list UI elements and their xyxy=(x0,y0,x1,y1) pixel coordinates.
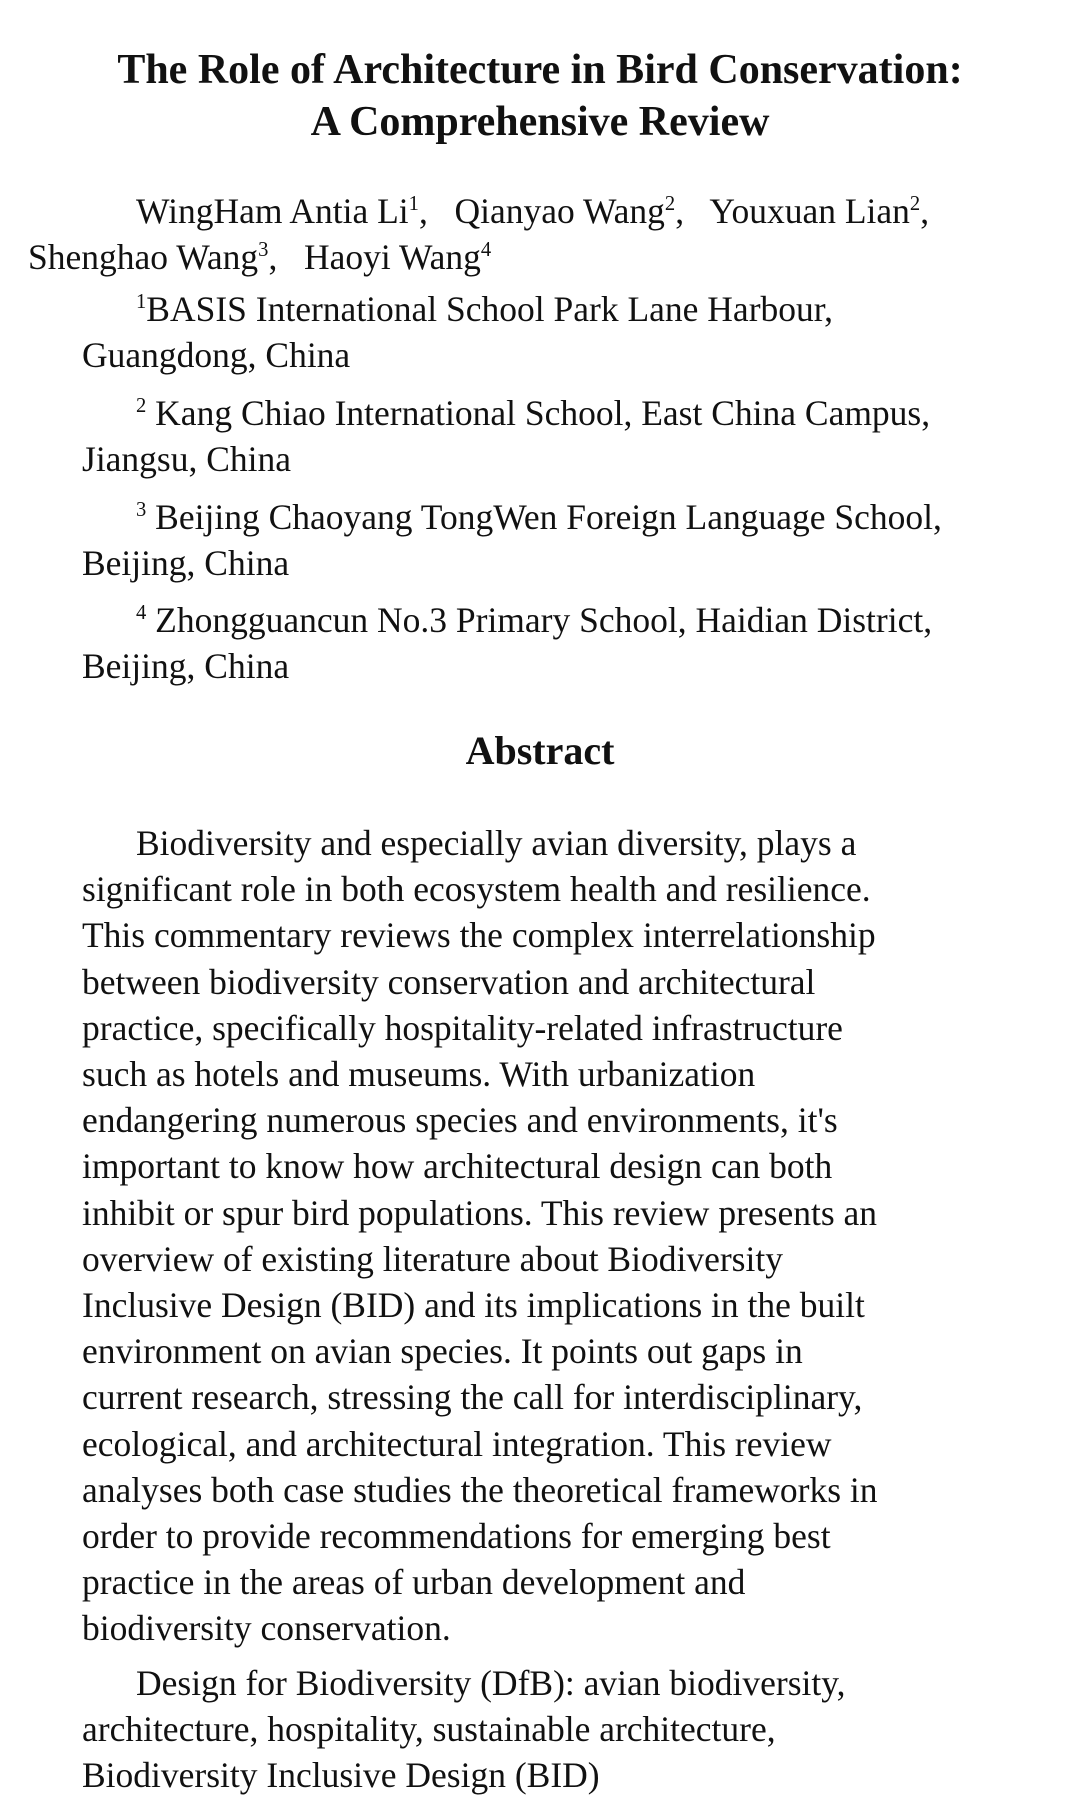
author-name: Youxuan Lian xyxy=(709,191,910,231)
affiliation-3 xyxy=(82,494,1002,586)
author-name: Qianyao Wang xyxy=(454,191,665,231)
author-affiliation-mark: 2 xyxy=(664,193,676,216)
author-separator: , xyxy=(675,191,710,231)
affiliation-number: 4 xyxy=(136,602,147,625)
abstract-line: such as hotels and museums. With urbanization xyxy=(82,1054,756,1095)
abstract-line: endangering numerous species and environments, it's xyxy=(82,1100,838,1141)
abstract-line: biodiversity conservation. xyxy=(82,1608,451,1649)
affiliation-text: Beijing Chaoyang TongWen Foreign Language School, Beijing, China xyxy=(82,497,942,583)
affiliation-number: 2 xyxy=(136,395,147,418)
paper-title-line-1: The Role of Architecture in Bird Conservation: xyxy=(117,47,963,93)
keywords-line: Biodiversity Inclusive Design (BID) xyxy=(82,1755,600,1795)
paper-title-line-2: A Comprehensive Review xyxy=(310,99,770,145)
author-separator: , xyxy=(920,191,930,231)
abstract-line: between biodiversity conservation and architectural xyxy=(82,961,816,1002)
keywords-line: Design for Biodiversity (DfB): avian biodiversity, xyxy=(136,1663,846,1703)
affiliation-text: Kang Chiao International School, East China Campus, Jiangsu, China xyxy=(82,393,931,479)
author-separator: , xyxy=(268,237,304,277)
abstract-line: environment on avian species. It points out gaps in xyxy=(82,1331,803,1372)
abstract-line: This commentary reviews the complex interrelationship xyxy=(82,915,876,956)
affiliation-number: 3 xyxy=(136,499,147,522)
author-name: Shenghao Wang xyxy=(28,237,259,277)
author-list xyxy=(28,188,1002,280)
abstract-line: practice in the areas of urban development and xyxy=(82,1562,746,1603)
paper-title xyxy=(60,44,1020,148)
abstract-line: overview of existing literature about Biodiversity xyxy=(82,1238,783,1279)
abstract-line: Inclusive Design (BID) and its implications in the built xyxy=(82,1285,865,1326)
author-separator: , xyxy=(418,191,455,231)
abstract-line: important to know how architectural design can both xyxy=(82,1146,833,1187)
affiliation-1 xyxy=(82,286,1002,378)
author-affiliation-mark: 1 xyxy=(408,193,419,216)
affiliation-number: 1 xyxy=(136,291,147,314)
abstract-line: significant role in both ecosystem health and resilience. xyxy=(82,869,871,910)
abstract-line: inhibit or spur bird populations. This review presents an xyxy=(82,1192,878,1233)
author-name: WingHam Antia Li xyxy=(136,191,409,231)
abstract-line: order to provide recommendations for emerging best xyxy=(82,1516,831,1557)
abstract-line: analyses both case studies the theoretical frameworks in xyxy=(82,1469,878,1510)
abstract-heading: Abstract xyxy=(465,728,615,773)
affiliation-2 xyxy=(82,390,1002,482)
abstract-line: current research, stressing the call for interdisciplinary, xyxy=(82,1377,863,1418)
abstract-line: ecological, and architectural integration. This review xyxy=(82,1423,832,1464)
abstract-line: practice, specifically hospitality-related infrastructure xyxy=(82,1007,843,1048)
affiliation-4 xyxy=(82,597,1002,689)
author-affiliation-mark: 4 xyxy=(480,239,492,262)
affiliation-text: Zhongguancun No.3 Primary School, Haidian District, Beijing, China xyxy=(82,600,933,686)
abstract-paragraph xyxy=(82,820,1002,1652)
author-name: Haoyi Wang xyxy=(303,237,481,277)
author-affiliation-mark: 3 xyxy=(258,239,269,262)
affiliation-text: BASIS International School Park Lane Harbour, Guangdong, China xyxy=(82,289,834,375)
keywords-paragraph xyxy=(82,1660,1002,1798)
keywords-line: architecture, hospitality, sustainable architecture, xyxy=(82,1709,776,1749)
author-affiliation-mark: 2 xyxy=(909,193,921,216)
abstract-line: Biodiversity and especially avian diversity, plays a xyxy=(136,823,857,863)
